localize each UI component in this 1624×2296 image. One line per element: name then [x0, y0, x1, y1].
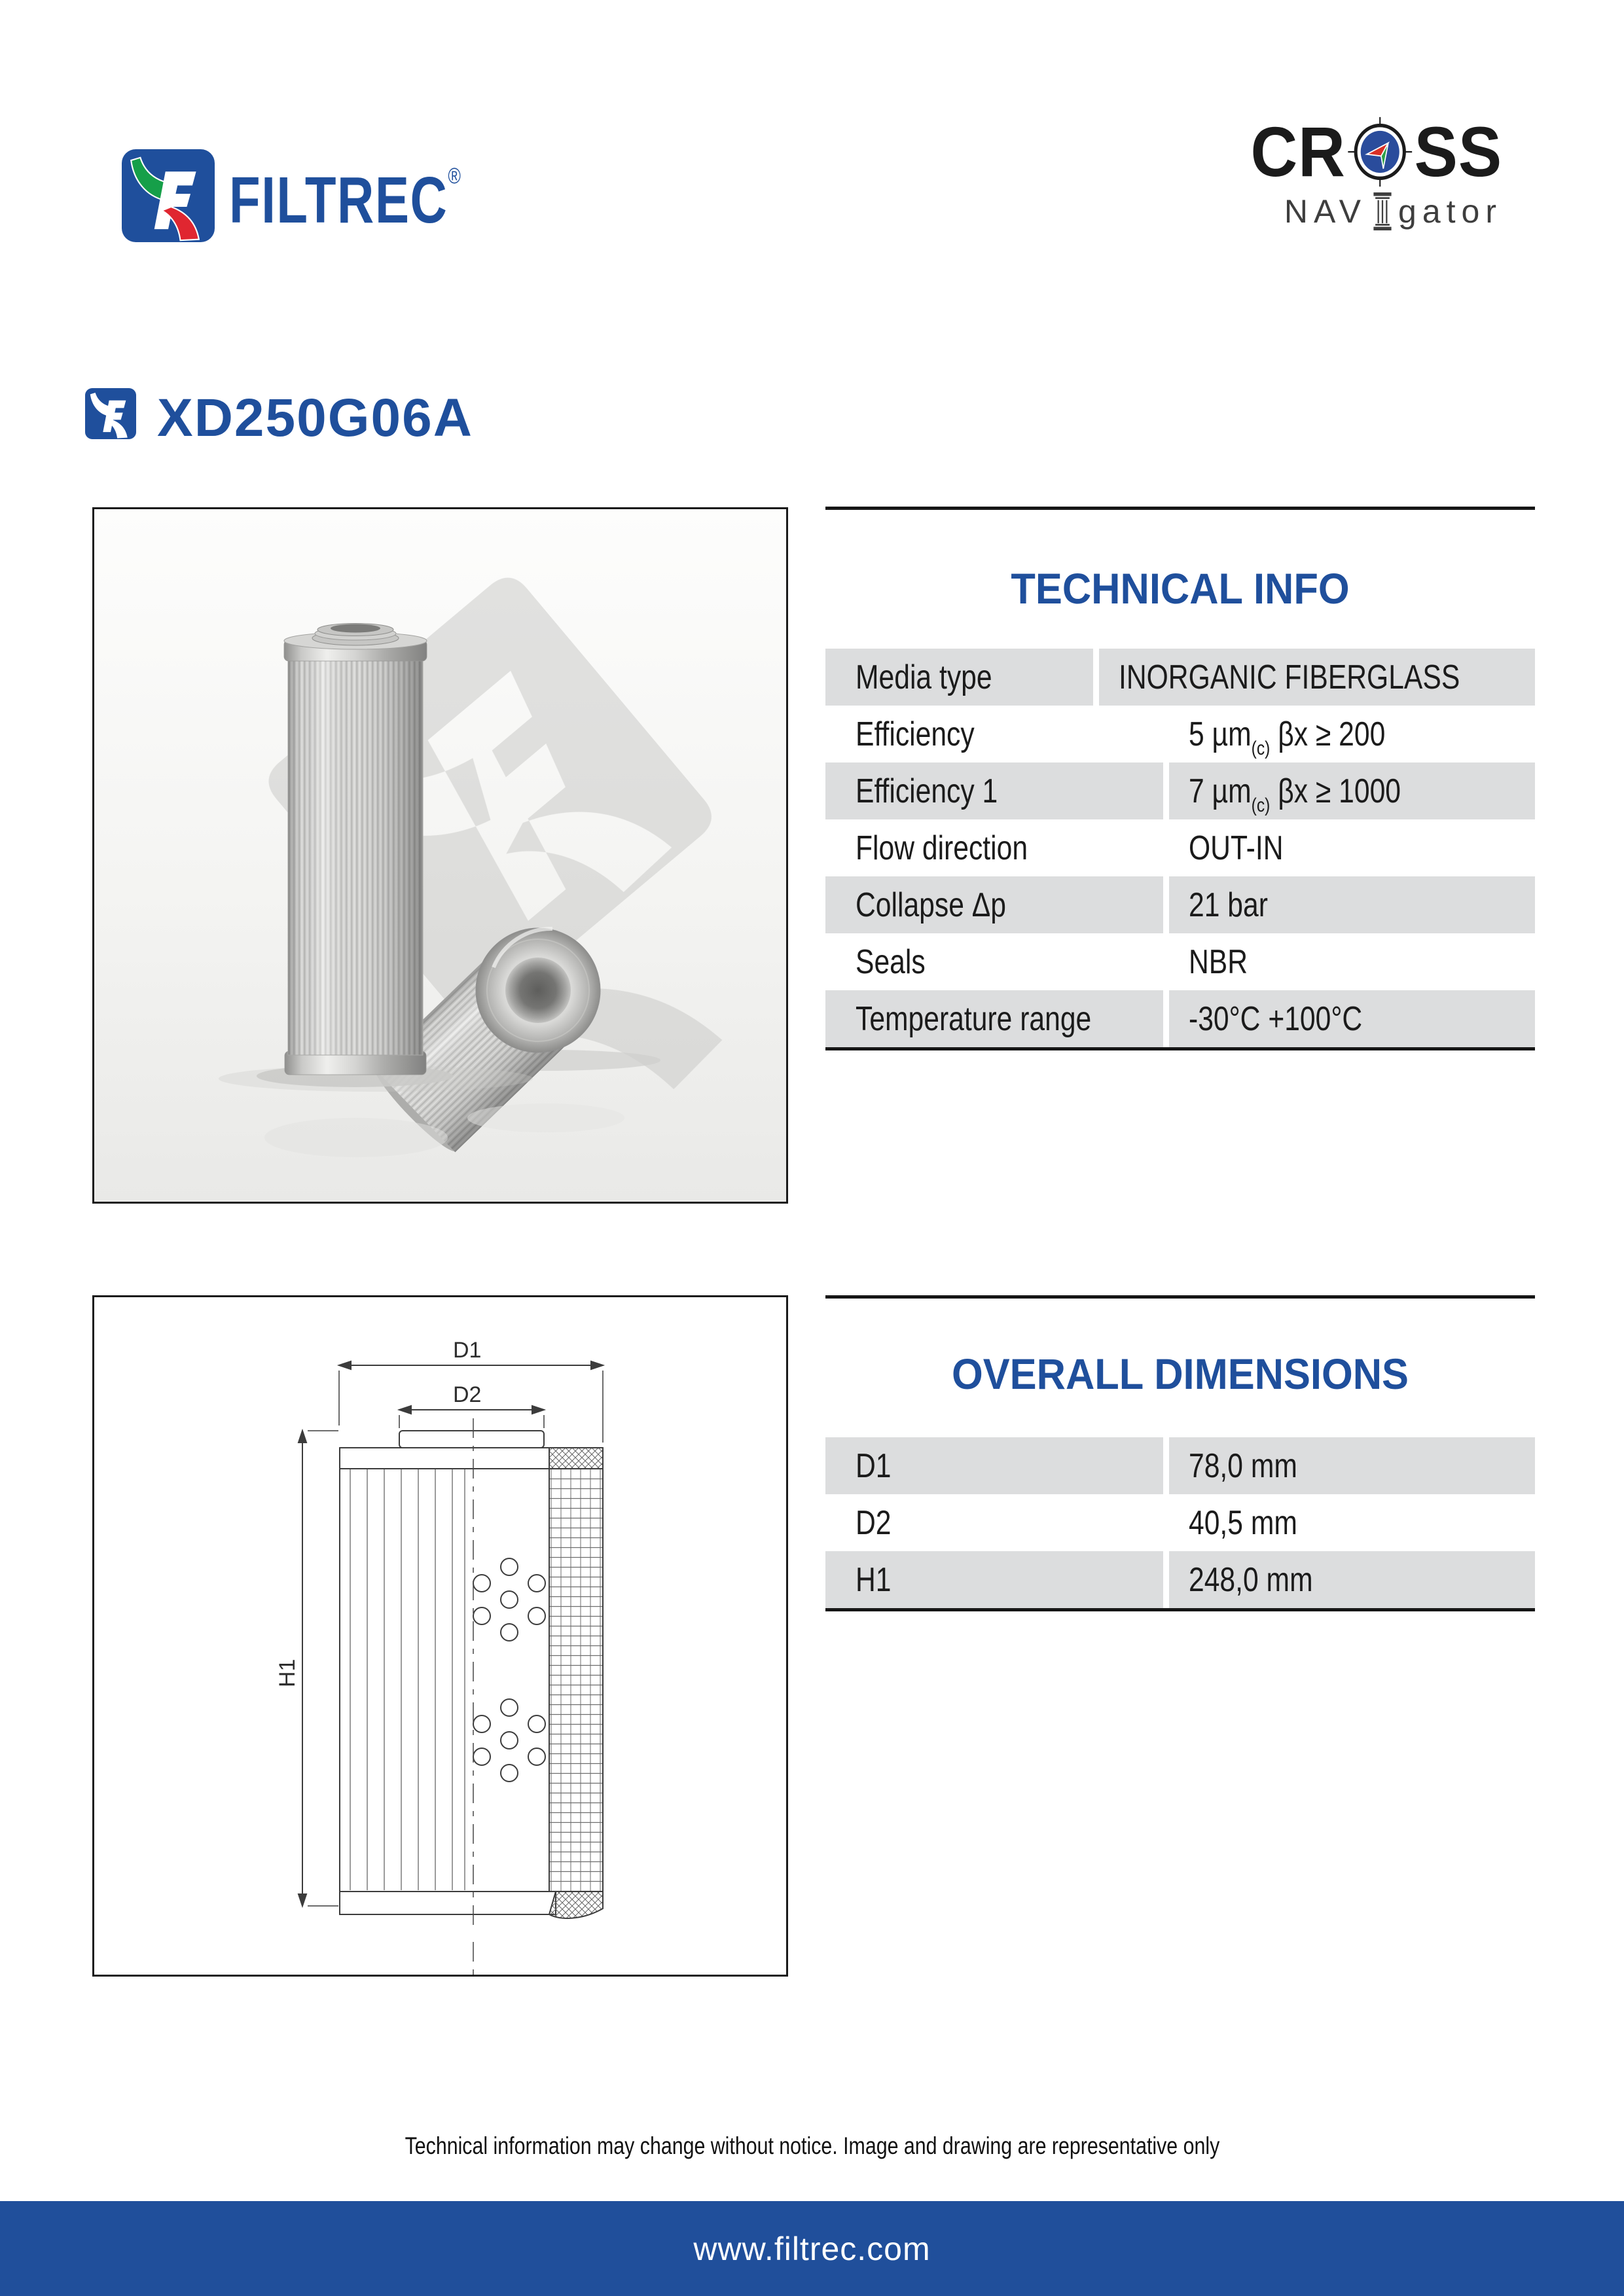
- overall-dimensions-table: [825, 1437, 1535, 1611]
- product-photo-render: [94, 509, 786, 1202]
- registered-mark: ®: [448, 164, 461, 188]
- spec-label: Efficiency 1: [825, 762, 1163, 819]
- reflection: [467, 1103, 624, 1132]
- product-code-icon: [85, 386, 136, 444]
- drawing-body: [340, 1469, 549, 1892]
- drawing-perforations: [473, 1558, 545, 1782]
- drawing-pleats: [350, 1469, 465, 1890]
- spec-row: [825, 933, 1535, 990]
- spec-label: Efficiency: [856, 715, 975, 753]
- spec-row: [825, 1494, 1535, 1551]
- spec-label: Collapse Δp: [825, 876, 1163, 933]
- spec-row: [825, 649, 1535, 706]
- product-code: XD250G06A: [157, 388, 473, 448]
- dimension-d2: [399, 1406, 544, 1428]
- drawing-mesh: [549, 1469, 603, 1892]
- technical-info-table: [825, 649, 1535, 1050]
- spec-value: 21 bar: [1169, 876, 1535, 933]
- tech-section-rule: [825, 507, 1535, 510]
- product-photo: [92, 507, 788, 1204]
- dimension-label-d2: D2: [453, 1382, 482, 1407]
- spec-label: D2: [856, 1503, 892, 1542]
- table-bottom-rule: [825, 1608, 1535, 1611]
- navigator-wordmark: [1284, 192, 1502, 230]
- tech-section-title: TECHNICAL INFO: [1011, 564, 1350, 613]
- spec-value: 40,5 mm: [1189, 1503, 1297, 1542]
- column-icon: [1371, 192, 1394, 230]
- spec-row: [825, 819, 1535, 876]
- table-bottom-rule: [825, 1047, 1535, 1050]
- drawing-neck: [399, 1431, 544, 1448]
- dimension-label-h1: H1: [275, 1659, 300, 1687]
- spec-value: -30°C +100°C: [1169, 990, 1535, 1047]
- spec-label: D1: [825, 1437, 1163, 1494]
- navigator-text-post: gator: [1398, 193, 1502, 230]
- dimension-h1: [298, 1431, 338, 1906]
- filtrec-logo-icon: [122, 149, 215, 245]
- spec-row: [825, 1437, 1535, 1494]
- drawing-mesh-bottom: [549, 1892, 603, 1918]
- spec-label: Seals: [856, 942, 926, 981]
- spec-value: OUT-IN: [1189, 829, 1284, 867]
- brand-wordmark: [229, 164, 461, 237]
- spec-value: 78,0 mm: [1169, 1437, 1535, 1494]
- dimension-label-d1: D1: [453, 1338, 482, 1363]
- dims-section-title: OVERALL DIMENSIONS: [952, 1350, 1409, 1398]
- dims-section-rule: [825, 1295, 1535, 1299]
- spec-label: Flow direction: [856, 829, 1028, 867]
- spec-row: [825, 762, 1535, 819]
- spec-row: [825, 990, 1535, 1047]
- spec-value: 7 µm$_{(c)}$ βx ≥ 1000: [1169, 762, 1535, 819]
- drawing-bottom-cap: [340, 1892, 556, 1914]
- reflection: [264, 1118, 448, 1157]
- spec-row: [825, 706, 1535, 762]
- spec-value: 5 µm$_{(c)}$ βx ≥ 200: [1189, 715, 1386, 759]
- dimension-drawing: [92, 1295, 788, 1977]
- filtrec-mini-mark-icon: [85, 386, 136, 441]
- cross-wordmark: [1250, 113, 1502, 191]
- spec-value: 248,0 mm: [1169, 1551, 1535, 1608]
- cross-navigator-logo: [1229, 113, 1502, 230]
- website-url: www.filtrec.com: [693, 2230, 931, 2267]
- footer-bar: [0, 2201, 1624, 2296]
- disclaimer-text-inner: Technical information may change without notice. Image and drawing are representative only: [405, 2132, 1219, 2159]
- drawing-top-cap: [340, 1448, 549, 1469]
- filtrec-logo-mark-icon: [122, 149, 215, 242]
- spec-value: NBR: [1189, 942, 1248, 981]
- cross-text-right: SS: [1414, 112, 1502, 191]
- spec-label: H1: [825, 1551, 1163, 1608]
- cross-text-left: CR: [1250, 112, 1346, 191]
- spec-row: [825, 1551, 1535, 1608]
- dimension-drawing-svg: [94, 1297, 786, 1975]
- disclaimer-text: [0, 2132, 1624, 2160]
- navigator-text-pre: NAV: [1284, 193, 1367, 230]
- compass-icon: [1347, 113, 1413, 191]
- drawing-mesh-top: [549, 1448, 603, 1469]
- spec-label: Media type: [825, 649, 1093, 706]
- spec-row: [825, 876, 1535, 933]
- spec-value: INORGANIC FIBERGLASS: [1099, 649, 1535, 706]
- brand-name: FILTREC: [229, 164, 448, 237]
- spec-label: Temperature range: [825, 990, 1163, 1047]
